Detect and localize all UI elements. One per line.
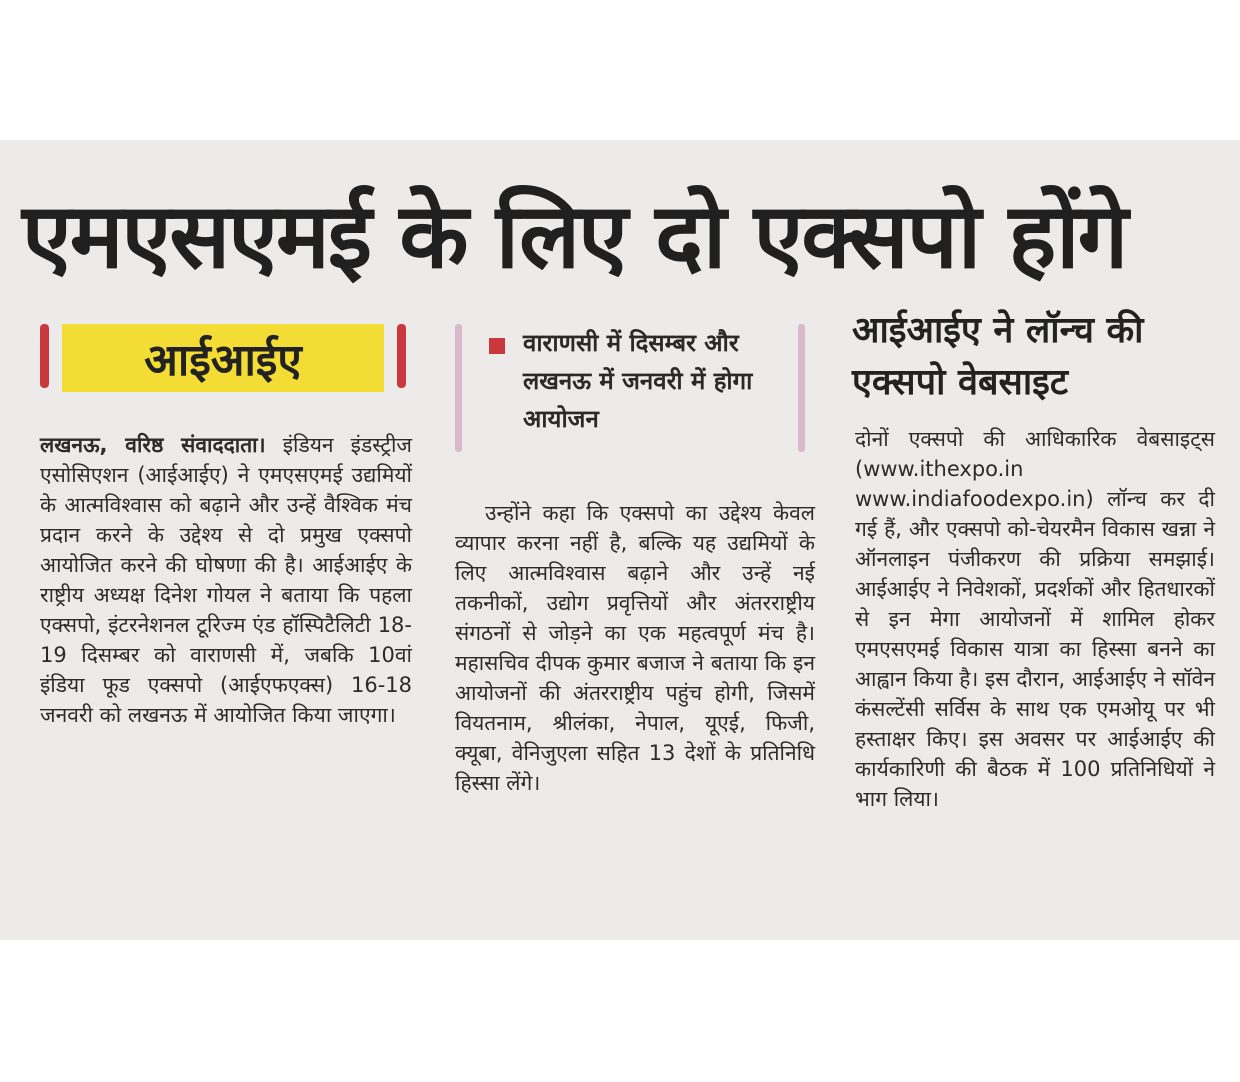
- headline: एमएसएमई के लिए दो एक्सपो होंगे: [22, 184, 1127, 289]
- column-1-body: इंडियन इंडस्ट्रीज एसोसिएशन (आईआईए) ने एमएसएमई उद्यमियों के आत्मविश्वास को बढ़ाने और उन्हें वैश्विक मंच प्रदान करने के उद्देश्य से दो प्रमुख एक्सपो आयोजित करने की घोषणा की है। आईआईए के राष्ट्रीय अध्यक्ष दिनेश गोयल ने बताया कि पहला एक्सपो, इंटरनेशनल टूरिज्म एंड हॉस्पिटैलिटी 18-19 दिसम्बर को वाराणसी में, जबकि 10वां इंडिया फूड एक्सपो (आईएफएक्स) 16-18 जनवरी को लखनऊ में आयोजित किया जाएगा।: [40, 433, 412, 727]
- tag-bar-right: [397, 324, 406, 388]
- article-column-2: उन्होंने कहा कि एक्सपो का उद्देश्य केवल व्यापार करना नहीं है, बल्कि यह उद्यमियों के लिए आत्मविश्वास बढ़ाने और उन्हें नई तकनीकों, उद्योग प्रवृत्तियों और अंतरराष्ट्रीय संगठनों से जोड़ने का एक महत्वपूर्ण मंच है। महासचिव दीपक कुमार बजाज ने बताया कि इन आयोजनों की अंतरराष्ट्रीय पहुंच होगी, जिसमें वियतनाम, श्रीलंका, नेपाल, यूएई, फिजी, क्यूबा, वेनिजुएला सहित 13 देशों के प्रतिनिधि हिस्सा लेंगे।: [455, 501, 815, 795]
- column-3-subheading: आईआईए ने लॉन्च की एक्सपो वेबसाइट: [852, 310, 1144, 403]
- bullet-square-icon: [489, 338, 505, 354]
- article-column-3: दोनों एक्सपो की आधिकारिक वेबसाइट्स (www.ithexpo.in www.indiafoodexpo.in) लॉन्च कर दी गई हैं, और एक्सपो को-चेयरमैन विकास खन्ना ने ऑनलाइन पंजीकरण की प्रक्रिया समझाई। आईआईए ने निवेशकों, प्रदर्शकों और हितधारकों से इन मेगा आयोजनों में शामिल होकर एमएसएमई विकास यात्रा का हिस्सा बनने का आह्वान किया है। इस दौरान, आईआईए ने सॉवेन कंसल्टेंसी सर्विस के साथ एक एमओयू पर भी हस्ताक्षर किए। इस अवसर पर आईआईए की कार्यकारिणी की बैठक में 100 प्रतिनिधियों ने भाग लिया।: [855, 427, 1215, 811]
- tag-label: आईआईए: [62, 324, 384, 392]
- deck-subheadline: [455, 324, 805, 464]
- newspaper-clipping: [0, 140, 1240, 940]
- dateline: लखनऊ, वरिष्ठ संवाददाता।: [40, 433, 266, 457]
- deck-text: वाराणसी में दिसम्बर और लखनऊ में जनवरी में होगा आयोजन: [523, 329, 753, 433]
- deck-bar-left: [455, 324, 462, 452]
- section-tag: [40, 320, 406, 396]
- deck-bar-right: [798, 324, 805, 452]
- tag-bar-left: [40, 324, 49, 388]
- article-column-1: [40, 430, 412, 730]
